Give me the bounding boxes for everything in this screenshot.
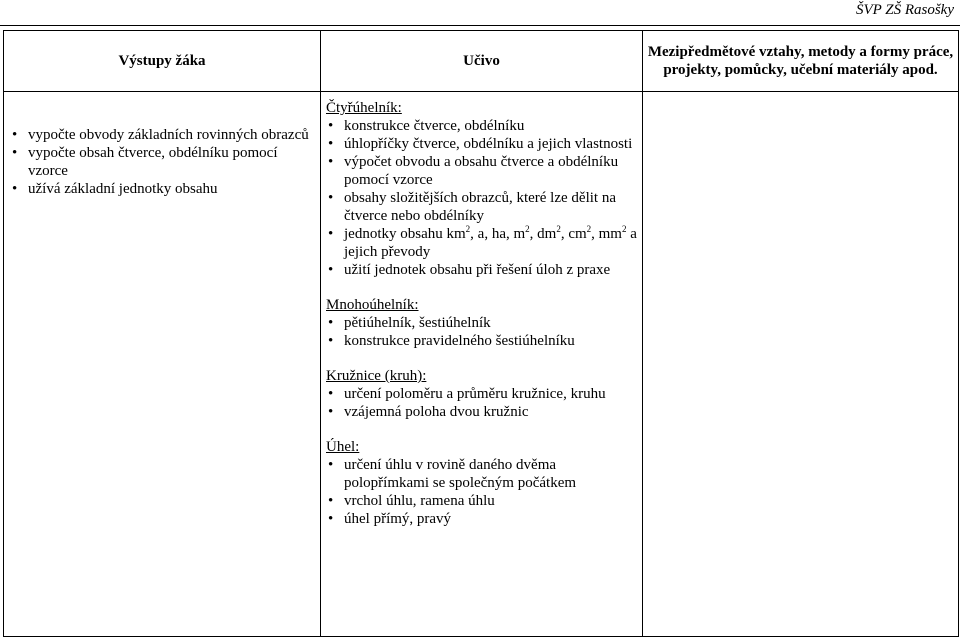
list-item: • pětiúhelník, šestiúhelník <box>328 315 491 331</box>
section-circle <box>326 367 638 421</box>
bullet-icon: • <box>328 154 334 170</box>
relations-cell <box>643 92 959 637</box>
list-item: • užití jednotek obsahu při řešení úloh z praxe <box>328 262 611 278</box>
bullet-icon: • <box>328 190 334 206</box>
header-curriculum: Učivo <box>321 31 643 92</box>
section-angle <box>326 438 638 528</box>
bullet-icon: • <box>328 457 334 473</box>
page-header: ŠVP ZŠ Rasošky <box>855 2 954 18</box>
section-polygon <box>326 296 638 350</box>
bullet-icon: • <box>12 181 18 197</box>
list-item: • vzájemná poloha dvou kružnic <box>328 404 529 420</box>
list-item: • určení úhlu v rovině daného dvěma polopřímkami se společným počátkem <box>328 457 577 491</box>
header-rule <box>0 25 960 26</box>
bullet-icon: • <box>328 262 334 278</box>
section-title: Čtyřúhelník: <box>326 100 402 116</box>
list-item-units: • jednotky obsahu $km^2$, a, ha, $m^2$, $dm^2$, $cm^2$, $mm^2$ a jejich převody <box>328 224 637 260</box>
list-item: • úhel přímý, pravý <box>328 511 452 527</box>
curriculum-cell <box>321 92 643 637</box>
bullet-icon: • <box>328 511 334 527</box>
table-header-row <box>4 31 959 92</box>
bullet-icon: • <box>328 493 334 509</box>
bullet-icon: • <box>328 118 334 134</box>
list-item: • konstrukce pravidelného šestiúhelníku <box>328 333 575 349</box>
header-relations: Mezipředmětové vztahy, metody a formy práce, projekty, pomůcky, učební materiály apod. <box>643 31 959 92</box>
bullet-icon: • <box>328 315 334 331</box>
table-body-row <box>4 92 959 637</box>
section-title: Kružnice (kruh): <box>326 368 427 384</box>
list-item: • vypočte obvody základních rovinných obrazců <box>12 127 309 143</box>
bullet-icon: • <box>328 333 334 349</box>
curriculum-table <box>3 30 959 637</box>
section-quadrilateral <box>326 99 638 279</box>
list-item: • úhlopříčky čtverce, obdélníku a jejich vlastnosti <box>328 136 633 152</box>
list-item: • vypočte obsah čtverce, obdélníku pomocí vzorce <box>12 145 278 179</box>
bullet-icon: • <box>328 136 334 152</box>
outputs-cell <box>4 92 321 637</box>
bullet-icon: • <box>328 226 334 242</box>
list-item: • obsahy složitějších obrazců, které lze dělit na čtverce nebo obdélníky <box>328 190 616 224</box>
list-item: • vrchol úhlu, ramena úhlu <box>328 493 495 509</box>
bullet-icon: • <box>328 404 334 420</box>
bullet-icon: • <box>12 127 18 143</box>
header-outputs: Výstupy žáka <box>4 31 321 92</box>
section-title: Mnohoúhelník: <box>326 297 419 313</box>
list-item: • konstrukce čtverce, obdélníku <box>328 118 525 134</box>
section-title: Úhel: <box>326 439 360 455</box>
bullet-icon: • <box>328 386 334 402</box>
bullet-icon: • <box>12 145 18 161</box>
outputs-list <box>10 126 316 198</box>
list-item: • určení poloměru a průměru kružnice, kruhu <box>328 386 606 402</box>
list-item: • výpočet obvodu a obsahu čtverce a obdélníku pomocí vzorce <box>328 154 619 188</box>
list-item: • užívá základní jednotky obsahu <box>12 181 218 197</box>
